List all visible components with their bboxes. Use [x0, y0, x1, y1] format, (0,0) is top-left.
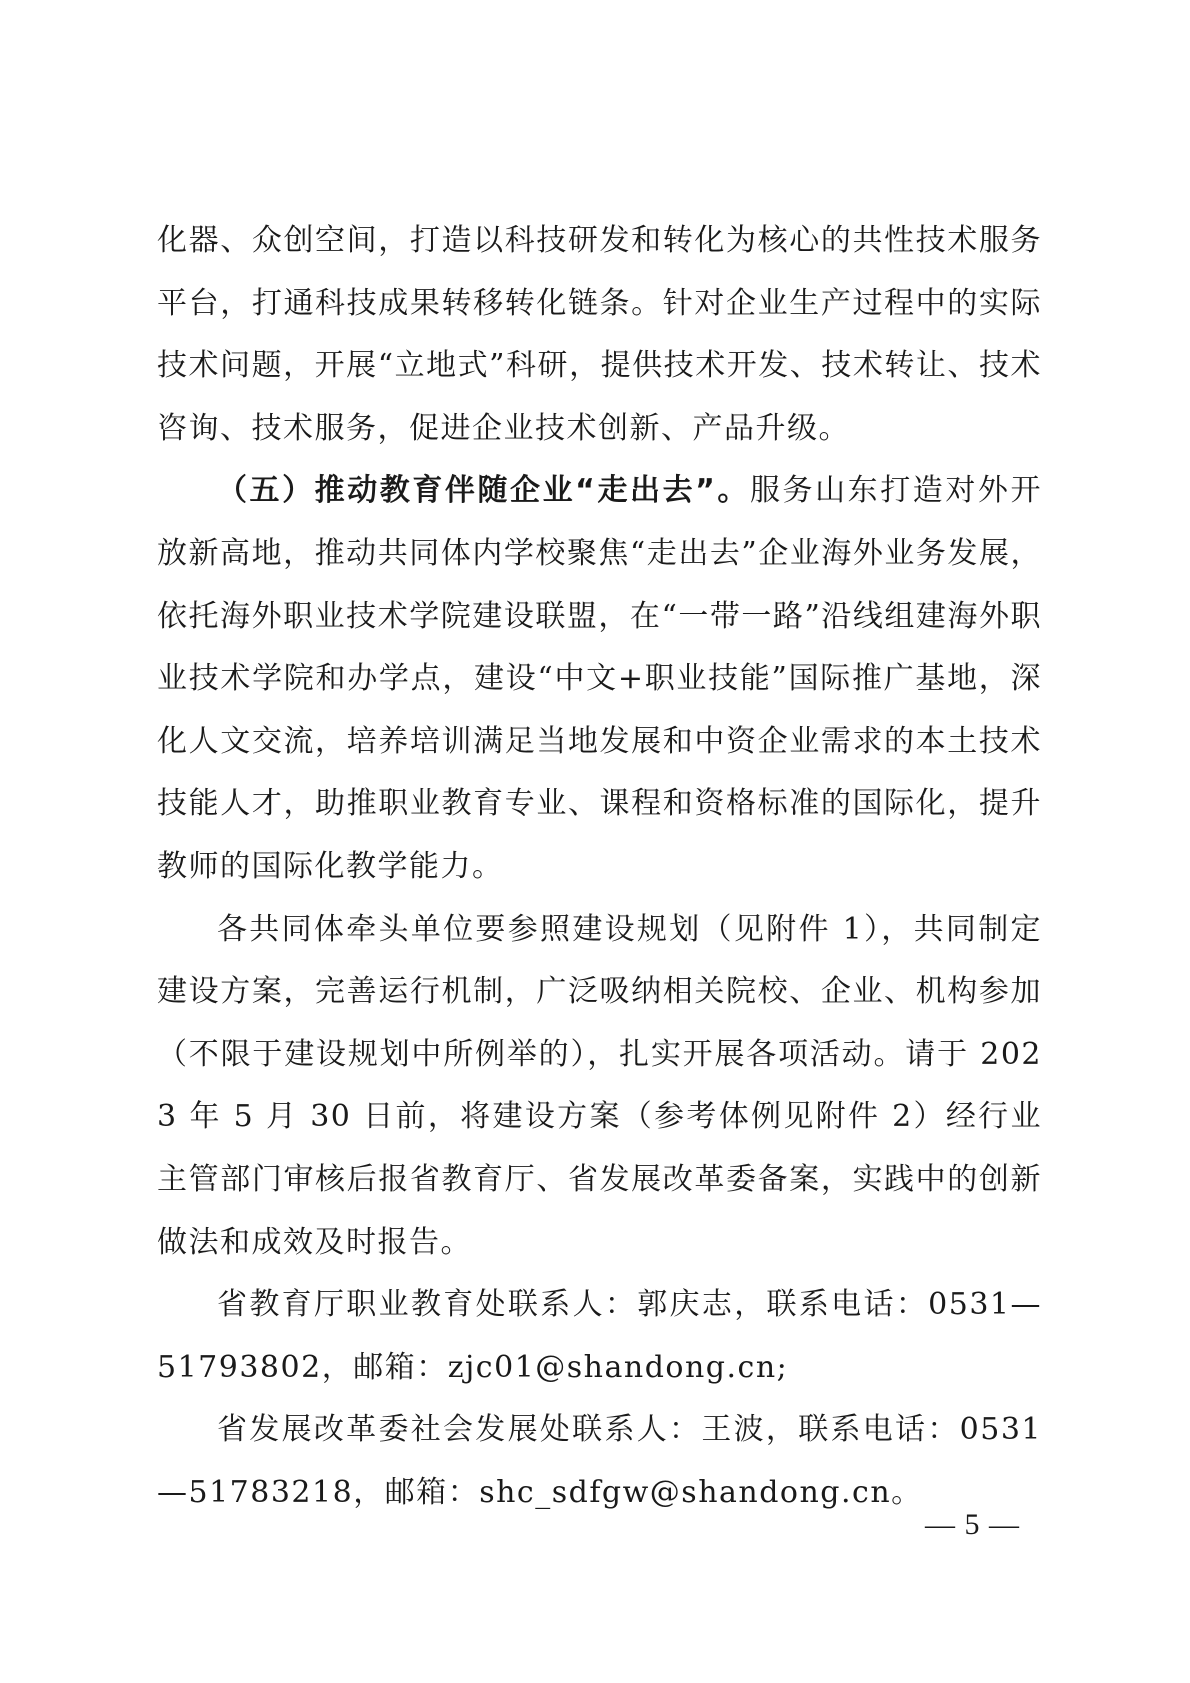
- paragraph-contact-development: 省发展改革委社会发展处联系人：王波，联系电话：0531—51783218，邮箱：shc_sdfgw@shandong.cn。: [157, 1412, 1042, 1510]
- section-five-heading: （五）推动教育伴随企业“走出去”。: [217, 473, 750, 509]
- paragraph-continuation: 化器、众创空间，打造以科技研发和转化为核心的共性技术服务平台，打通科技成果转移转化链条。针对企业生产过程中的实际技术问题，开展“立地式”科研，提供技术开发、技术转让、技术咨询、技术服务，促进企业技术创新、产品升级。: [157, 223, 1042, 446]
- paragraph-contact-education: 省教育厅职业教育处联系人：郭庆志，联系电话：0531—51793802，邮箱：zjc01@shandong.cn;: [157, 1287, 1042, 1385]
- page-number: — 5 —: [925, 1508, 1020, 1541]
- document-body: [157, 210, 1042, 1524]
- paragraph-section-five: [157, 460, 1042, 898]
- section-five-body: 服务山东打造对外开放新高地，推动共同体内学校聚焦“走出去”企业海外业务发展，依托海外职业技术学院建设联盟，在“一带一路”沿线组建海外职业技术学院和办学点，建设“中文+职业技能”国际推广基地，深化人文交流，培养培训满足当地发展和中资企业需求的本土技术技能人才，助推职业教育专业、课程和资格标准的国际化，提升教师的国际化教学能力。: [157, 473, 1042, 884]
- paragraph-requirements: 各共同体牵头单位要参照建设规划（见附件 1），共同制定建设方案，完善运行机制，广泛吸纳相关院校、企业、机构参加（不限于建设规划中所例举的），扎实开展各项活动。请于 2023 年 5 月 30 日前，将建设方案（参考体例见附件 2）经行业主管部门审核后报省教育厅、省发展改革委备案，实践中的创新做法和成效及时报告。: [157, 911, 1042, 1260]
